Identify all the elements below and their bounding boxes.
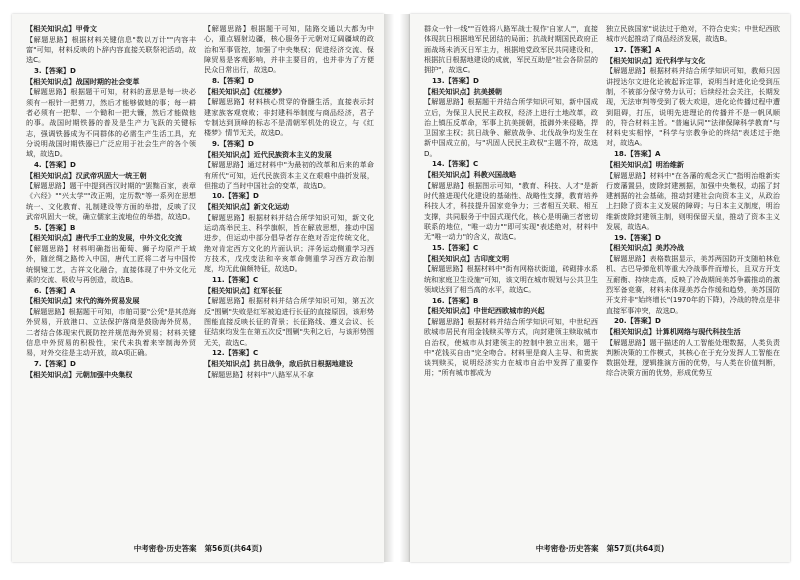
solution-approach: 【解题思路】根据题干并结合所学知识可知，新中国成立后，为保卫人民民主政权，经济上进行土地改革，政治上镇压反革命，军事上抗美援朝，抵御外来侵略，捍卫国家主权；抗日战争、解放战争、北伐战争均发生在新中国成立前，与"巩固人民民主政权"主题不符，故选D。 bbox=[424, 97, 598, 158]
knowledge-point: 【相关知识点】明治维新 bbox=[606, 159, 685, 169]
solution-approach: 【解题思路】根据题干可知，材料的意思是每一块必须有一根针一把剪刀，然后才能够做她的事；每一耕者必须有一把犁、一个锄和一把大镰，然后才能做他的事。战国时期铁器的普及是生产力飞跃的关键标志，强调铁器成为不同群体的必需生产生活工具，充分说明战国时期铁器已广泛应用于社会生产的各个领域，故选D。 bbox=[26, 87, 196, 159]
knowledge-point: 【相关知识点】唐代手工业的发展，中外文化交流 bbox=[26, 233, 183, 243]
solution-approach: 独立民族国家"说法过于绝对，不符合史实；中世纪西欧城市兴起推动了商品经济发展，故选B。 bbox=[606, 24, 780, 44]
footer-page-number: 第56页(共64页) bbox=[204, 544, 263, 553]
knowledge-point: 【相关知识点】抗日战争，敌后抗日根据地建设 bbox=[204, 358, 353, 368]
left-page bbox=[12, 14, 384, 562]
solution-approach: 【解题思路】根据材料并结合所学知识可知，第五次反"围剿"失败是红军被迫进行长征的直接原因，该形势图能直接反映长征的背景；长征路线、遵义会议、长征结束均发生在第五次反"围剿"失利之后，与该形势图无关，故选C。 bbox=[204, 296, 374, 347]
right-page-footer bbox=[410, 543, 790, 554]
answer-line: 12.【答案】C bbox=[212, 348, 259, 358]
answer-line: 15.【答案】C bbox=[432, 242, 479, 252]
knowledge-point: 【相关知识点】近代科学与文化 bbox=[606, 55, 706, 65]
knowledge-point: 【相关知识点】战国时期的社会变革 bbox=[26, 76, 140, 86]
solution-approach: 【解题思路】材料中"八路军从不拿 bbox=[204, 369, 314, 379]
footer-page-number: 第57页(共64页) bbox=[606, 544, 665, 553]
knowledge-point: 【相关知识点】近代民族资本主义的发展 bbox=[204, 149, 332, 159]
answer-line: 13.【答案】D bbox=[432, 75, 479, 85]
knowledge-point: 【相关知识点】元朝加强中央集权 bbox=[26, 369, 133, 379]
answer-line: 5.【答案】B bbox=[34, 222, 76, 232]
solution-approach: 【解题思路】题干描述的人工智能处理数据，人类负责判断决策的工作模式，其核心在于充分发挥人工智能在数据处理，逻辑推演方面的优势，与人类在价值判断，综合决策方面的优势，形成优势互 bbox=[606, 337, 780, 378]
right-page bbox=[410, 14, 790, 562]
solution-approach: 【解题思路】通过材料中"为最初的改革和后来的革命有所代"可知，近代民族资本主义在艰难中曲折发展，但推动了当时中国社会的变革，故选D。 bbox=[204, 160, 374, 190]
left-page-columns bbox=[26, 24, 374, 536]
left-column-2 bbox=[204, 24, 374, 536]
knowledge-point: 【相关知识点】《红楼梦》 bbox=[204, 86, 286, 96]
solution-approach: 【解题思路】根据材料并结合所学知识可知，教师只因讲授达尔文进化论被起诉定罪，说明当时进化论受到压制，不被部分保守势力认可；后续经社会关注，长期发现，无法审判等受到了极大欢迎，进化论传播过程中遭到阻碍，打压，说明先进理论的传播并不是一帆风顺的，符合材料主旨。"普遍认同""法律保障科学教育"与材料史实相悖，"科学与宗教争论的终结"表述过于绝对，故选A。 bbox=[606, 66, 780, 148]
knowledge-point: 【相关知识点】红军长征 bbox=[204, 285, 283, 295]
knowledge-point: 【相关知识点】中世纪西欧城市的兴起 bbox=[424, 306, 545, 316]
footer-brand: 中考密卷·历史答案 bbox=[535, 544, 599, 553]
solution-approach: 群众一针一线""百姓将八路军战士视作'自家人'"，直接体现抗日根据地军民团结的局面；抗战时期国民政府正面战场未消灭日军主力，根据地党政军民共同建设和，根据抗日根据地建设的成就，军民互助是"社会各阶层的拥护"，故选C。 bbox=[424, 24, 598, 75]
solution-approach: 【解题思路】根据题干可知，市舶司要"公凭"是其范海外贸易，开放港口、立法保护落商是鼓励海外贸易，二者结合体现宋代既防控并规范海外贸易；材料关键信息中外贸易的积极性，宋代未执着来宰制海外贸易，对外交往是主动开放，故A项正确。 bbox=[26, 307, 196, 358]
solution-approach: 【解题思路】根据图示可知，"教育、科技、人才"是新时代推进现代化建设的基础性、战略性支撑，教育培养科技人才，科技提升国家竞争力；三者相互关联、相互支撑，共同服务于中国式现代化，核心是明确三者密切联系的地位，"唯一动力""即可实现"表述绝对，材料中无"唯一动力"的含义，故选C。 bbox=[424, 180, 598, 242]
answer-line: 8.【答案】D bbox=[212, 75, 254, 85]
answer-line: 3.【答案】D bbox=[34, 65, 76, 75]
answer-line: 6.【答案】A bbox=[34, 285, 76, 295]
answer-line: 4.【答案】D bbox=[34, 159, 76, 169]
knowledge-point: 【相关知识点】古印度文明 bbox=[424, 253, 510, 263]
right-column-2 bbox=[606, 24, 780, 536]
book-gutter bbox=[384, 14, 410, 562]
footer-brand: 中考密卷·历史答案 bbox=[133, 544, 197, 553]
knowledge-point: 【相关知识点】甲骨文 bbox=[26, 24, 97, 33]
knowledge-point: 【相关知识点】汉武帝巩固大一统王朝 bbox=[26, 170, 147, 180]
solution-approach: 【解题思路】表格数据显示，美苏两国防开支随柏林危机、古巴导弹危机等重大冷战事件而增长，且双方开支互耐衡、持续走高，反映了冷战期间美苏争霸推动的激烈军备竞赛，材料未体现美苏合作缓和趋势，美苏国防开支并非"始终增长"(1970年的下降)，冷战的特点是非直接军事冲突，故选D。 bbox=[606, 254, 780, 315]
solution-approach: 【解题思路】根据材料并结合所学知识可知，新文化运动高举民主、科学旗帜，旨在解放思想，推动中国进步，但运动中部分倡导者存在绝对否定传统文化，绝对肯定西方文化的片面认识；洋务运动侧重学习西方技术，戊戌变法和辛亥革命侧重学习西方政治制度，均无此偏颇特征，故选D。 bbox=[204, 212, 374, 274]
solution-approach: 【解题思路】根据材料并结合所学知识可知，中世纪西欧城市居民有用金钱赎买等方式，向封建领主赎取城市自治权，使城市从封建领主的控制中独立出来，题干中"花钱买自由"完全吻合。材料里是商人主导、和贵族谈判赎买，说明经济实力在城市自治中发挥了重要作用；"所有城市都成为 bbox=[424, 317, 598, 378]
knowledge-point: 【相关知识点】宋代的海外贸易发展 bbox=[26, 296, 140, 306]
answer-line: 10.【答案】D bbox=[212, 191, 259, 201]
left-page-footer bbox=[12, 543, 384, 554]
answer-line: 18.【答案】A bbox=[614, 149, 661, 159]
answer-line: 9.【答案】D bbox=[212, 138, 254, 148]
answer-line: 17.【答案】A bbox=[614, 44, 661, 54]
knowledge-point: 【相关知识点】科教兴国战略 bbox=[424, 170, 517, 180]
solution-approach: 【解题思路】根据材料中"街有网格状街道，砖砌排水系统和家庭卫生设施"可知，该文明在城市规划与公共卫生领域达到了相当高的水平，故选C。 bbox=[424, 264, 598, 294]
knowledge-point: 【相关知识点】计算机网络与现代科技生活 bbox=[606, 326, 741, 336]
right-column-1 bbox=[424, 24, 598, 536]
solution-approach: 【解题思路】根据题干可知，陆路交通以大都为中心，重点辐射边疆，核心服务于元朝对辽阔疆域的政治和军事管控，加强了中央集权；促进经济交流、保障贸易是客观影响，并非主要目的，也并非为了方便民众日常出行，故选D。 bbox=[204, 24, 374, 75]
answer-line: 19.【答案】D bbox=[614, 232, 661, 242]
answer-line: 7.【答案】D bbox=[34, 358, 76, 368]
solution-approach: 【解题思路】材料明确指出葡萄、狮子均原产于域外，随丝绸之路传入中国，唐代工匠将二者与中国传统铜镜工艺，古祥文化融合，直接体现了中外文化元素的交流、吸收与再创造，故选B。 bbox=[26, 244, 196, 285]
answer-line: 11.【答案】C bbox=[212, 275, 259, 285]
solution-approach: 【解题思路】根据材料关键信息"数以万计""内容丰富"可知，材料反映的卜辞内容直接关联祭祀活动，故选C。 bbox=[26, 34, 196, 65]
solution-approach: 【解题思路】题干中提到西汉时期的"罢黜百家，表章《六经》""兴太学""改正朔，定历数"等一系列在思想统一、文化教育、礼制建设等方面的举措，反映了汉武帝巩固大一统，确立儒家主流地位的举措，故选D。 bbox=[26, 181, 196, 222]
knowledge-point: 【相关知识点】新文化运动 bbox=[204, 202, 290, 212]
solution-approach: 【解题思路】材料核心贯穿的脊髓生活，直接表示封建家族客观衰败；非封建科举制度与商品经济，君子专制达到顶峰的标志不是清朝军机处的设立，与《红楼梦》情节无关，故选D。 bbox=[204, 97, 374, 138]
answer-line: 16.【答案】B bbox=[432, 295, 479, 305]
knowledge-point: 【相关知识点】美苏冷战 bbox=[606, 243, 685, 253]
solution-approach: 【解题思路】材料中"在各藩的观念灭亡"指明治维新实行废藩置县，废除封建割据，加强中央集权，动摇了封建割据的社会基础，推动封建社会向资本主义，从政治上扫除了资本主义发展的障碍；与日本主义制度，明治维新废除封建领主制，则明保留天皇，推动了资本主义发展，故选A。 bbox=[606, 170, 780, 231]
answer-line: 20.【答案】D bbox=[614, 316, 661, 326]
left-column-1 bbox=[26, 24, 196, 536]
right-page-columns bbox=[424, 24, 780, 536]
answer-line: 14.【答案】C bbox=[432, 159, 479, 169]
knowledge-point: 【相关知识点】抗美援朝 bbox=[424, 86, 503, 96]
